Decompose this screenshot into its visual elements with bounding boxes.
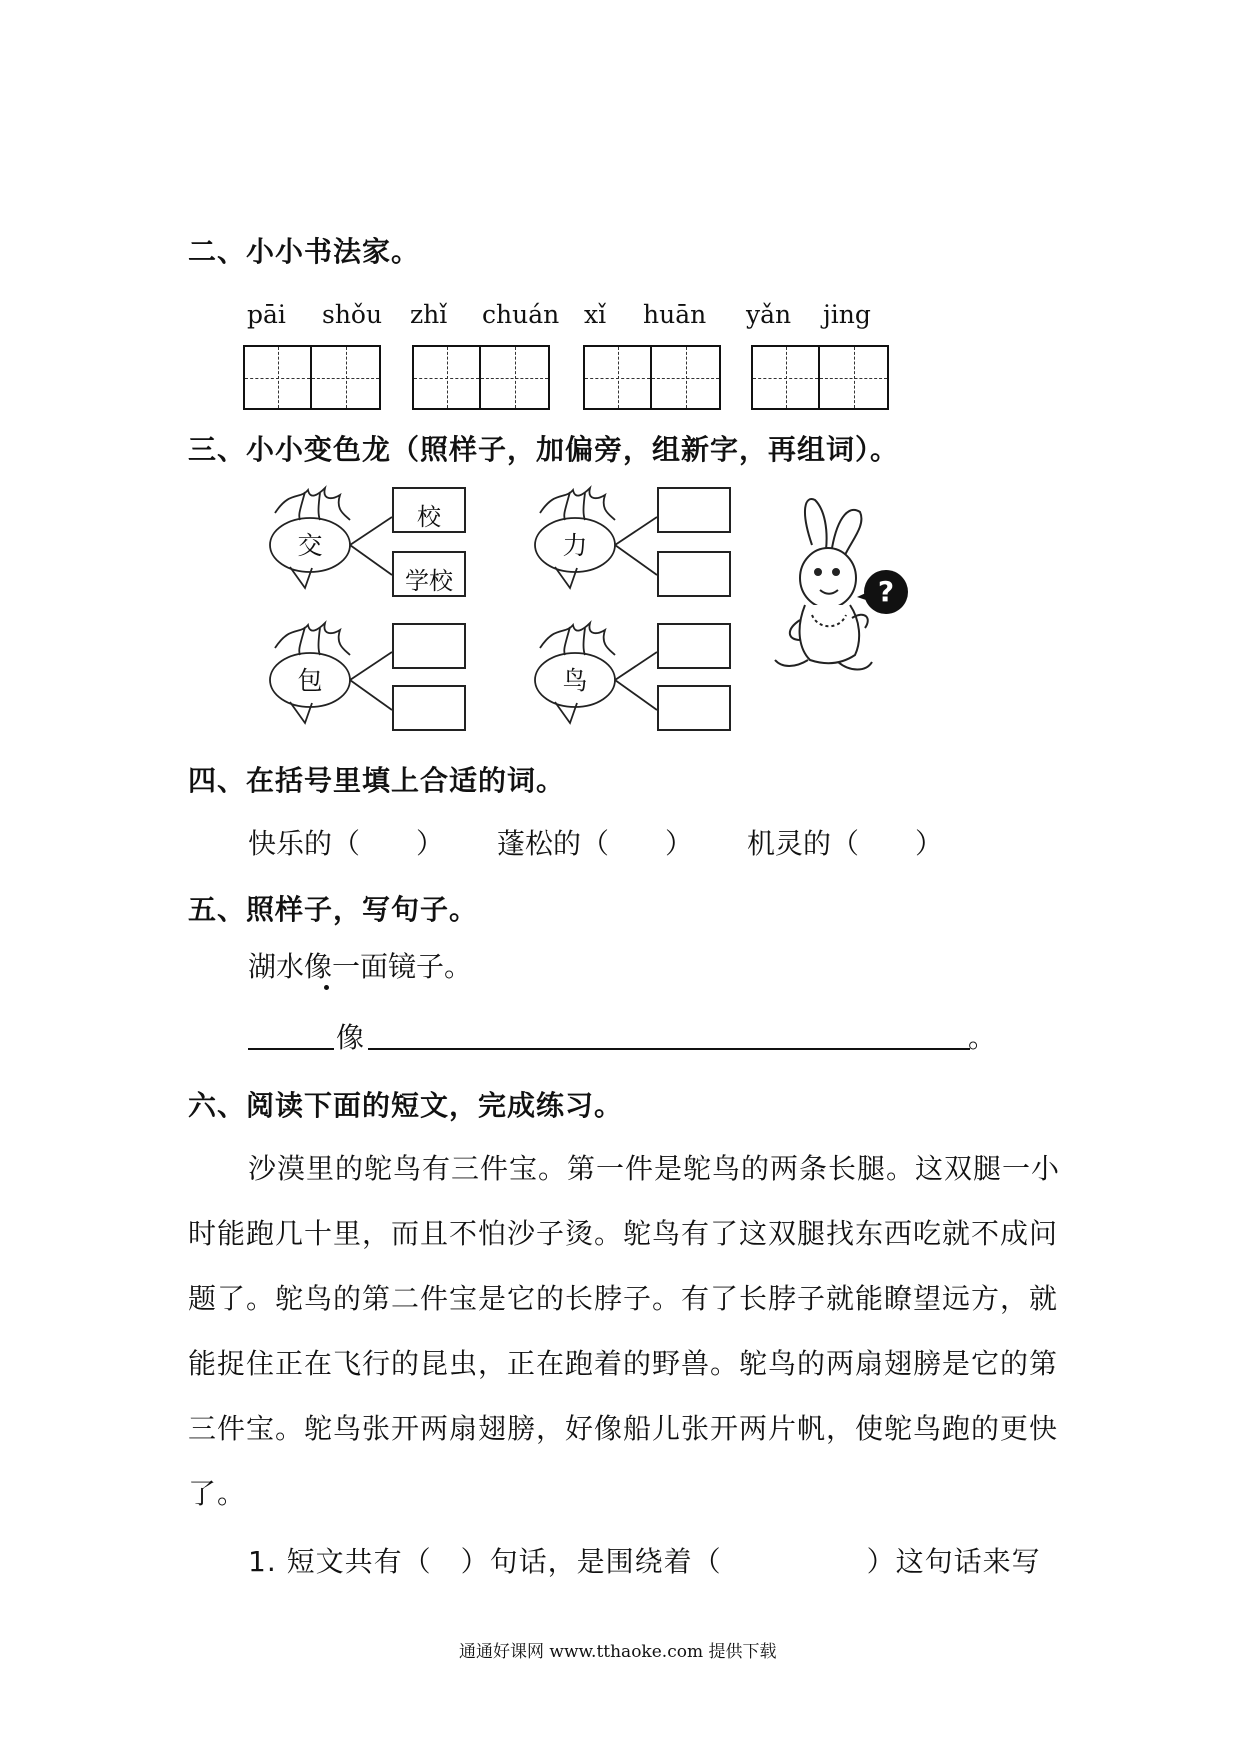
section-4-heading: 四、在括号里填上合适的词。 bbox=[188, 764, 566, 797]
answer-box-4a[interactable] bbox=[657, 623, 731, 669]
sentence-end-mark: 。 bbox=[968, 1021, 997, 1054]
radish-1-char: 交 bbox=[297, 531, 323, 560]
emphasis-dot bbox=[324, 985, 329, 990]
fill-item-2[interactable]: 蓬松的（ ） bbox=[497, 827, 694, 860]
section-3-heading: 三、小小变色龙（照样子，加偏旁，组新字，再组词）。 bbox=[188, 433, 900, 466]
section-5-heading: 五、照样子，写句子。 bbox=[188, 893, 479, 926]
passage-line-5: 三件宝。鸵鸟张开两扇翅膀，好像船儿张开两片帆，使鸵鸟跑的更快 bbox=[188, 1412, 1059, 1445]
passage-line-3: 题了。鸵鸟的第二件宝是它的长脖子。有了长脖子就能瞭望远方，就 bbox=[188, 1282, 1059, 1315]
section-6-heading: 六、阅读下面的短文，完成练习。 bbox=[188, 1089, 624, 1122]
radish-3-char: 包 bbox=[297, 666, 323, 695]
pinyin-5: xǐ bbox=[584, 300, 607, 329]
pinyin-8: jing bbox=[823, 300, 871, 329]
blank-line-subject[interactable] bbox=[248, 1048, 334, 1050]
rabbit-icon bbox=[775, 499, 872, 669]
fill-item-1[interactable]: 快乐的（ ） bbox=[248, 827, 445, 860]
answer-box-3b[interactable] bbox=[392, 685, 466, 731]
blank-line-predicate[interactable] bbox=[368, 1048, 970, 1050]
passage-line-6: 了。 bbox=[188, 1477, 247, 1510]
question-mark: ? bbox=[877, 575, 895, 608]
fill-item-3[interactable]: 机灵的（ ） bbox=[747, 827, 944, 860]
answer-box-2b[interactable] bbox=[657, 551, 731, 597]
footer-text: 通通好课网 www.tthaoke.com 提供下载 bbox=[459, 1642, 777, 1662]
radish-4-char: 鸟 bbox=[562, 666, 588, 695]
blank-word: 像 bbox=[336, 1021, 365, 1054]
answer-box-4b[interactable] bbox=[657, 685, 731, 731]
pinyin-4: chuán bbox=[482, 300, 560, 329]
example-sentence: 湖水像一面镜子。 bbox=[248, 950, 473, 983]
section-2-heading: 二、小小书法家。 bbox=[188, 235, 421, 268]
question-1[interactable]: 1. 短文共有（ ）句话，是围绕着（ ）这句话来写 bbox=[248, 1545, 1041, 1578]
radish-2-char: 力 bbox=[562, 531, 588, 560]
pinyin-1: pāi bbox=[247, 300, 286, 329]
pinyin-7: yǎn bbox=[746, 300, 792, 329]
pinyin-3: zhǐ bbox=[410, 300, 448, 329]
answer-box-3a[interactable] bbox=[392, 623, 466, 669]
answer-box-1b[interactable]: 学校 bbox=[392, 551, 466, 597]
answer-box-2a[interactable] bbox=[657, 487, 731, 533]
pinyin-2: shǒu bbox=[322, 300, 383, 329]
pinyin-6: huān bbox=[643, 300, 707, 329]
passage-line-4: 能捉住正在飞行的昆虫，正在跑着的野兽。鸵鸟的两扇翅膀是它的第 bbox=[188, 1347, 1059, 1380]
answer-box-1a[interactable]: 校 bbox=[392, 487, 466, 533]
passage-line-1: 沙漠里的鸵鸟有三件宝。第一件是鸵鸟的两条长腿。这双腿一小 bbox=[248, 1152, 1061, 1185]
passage-line-2: 时能跑几十里，而且不怕沙子烫。鸵鸟有了这双腿找东西吃就不成问 bbox=[188, 1217, 1059, 1250]
